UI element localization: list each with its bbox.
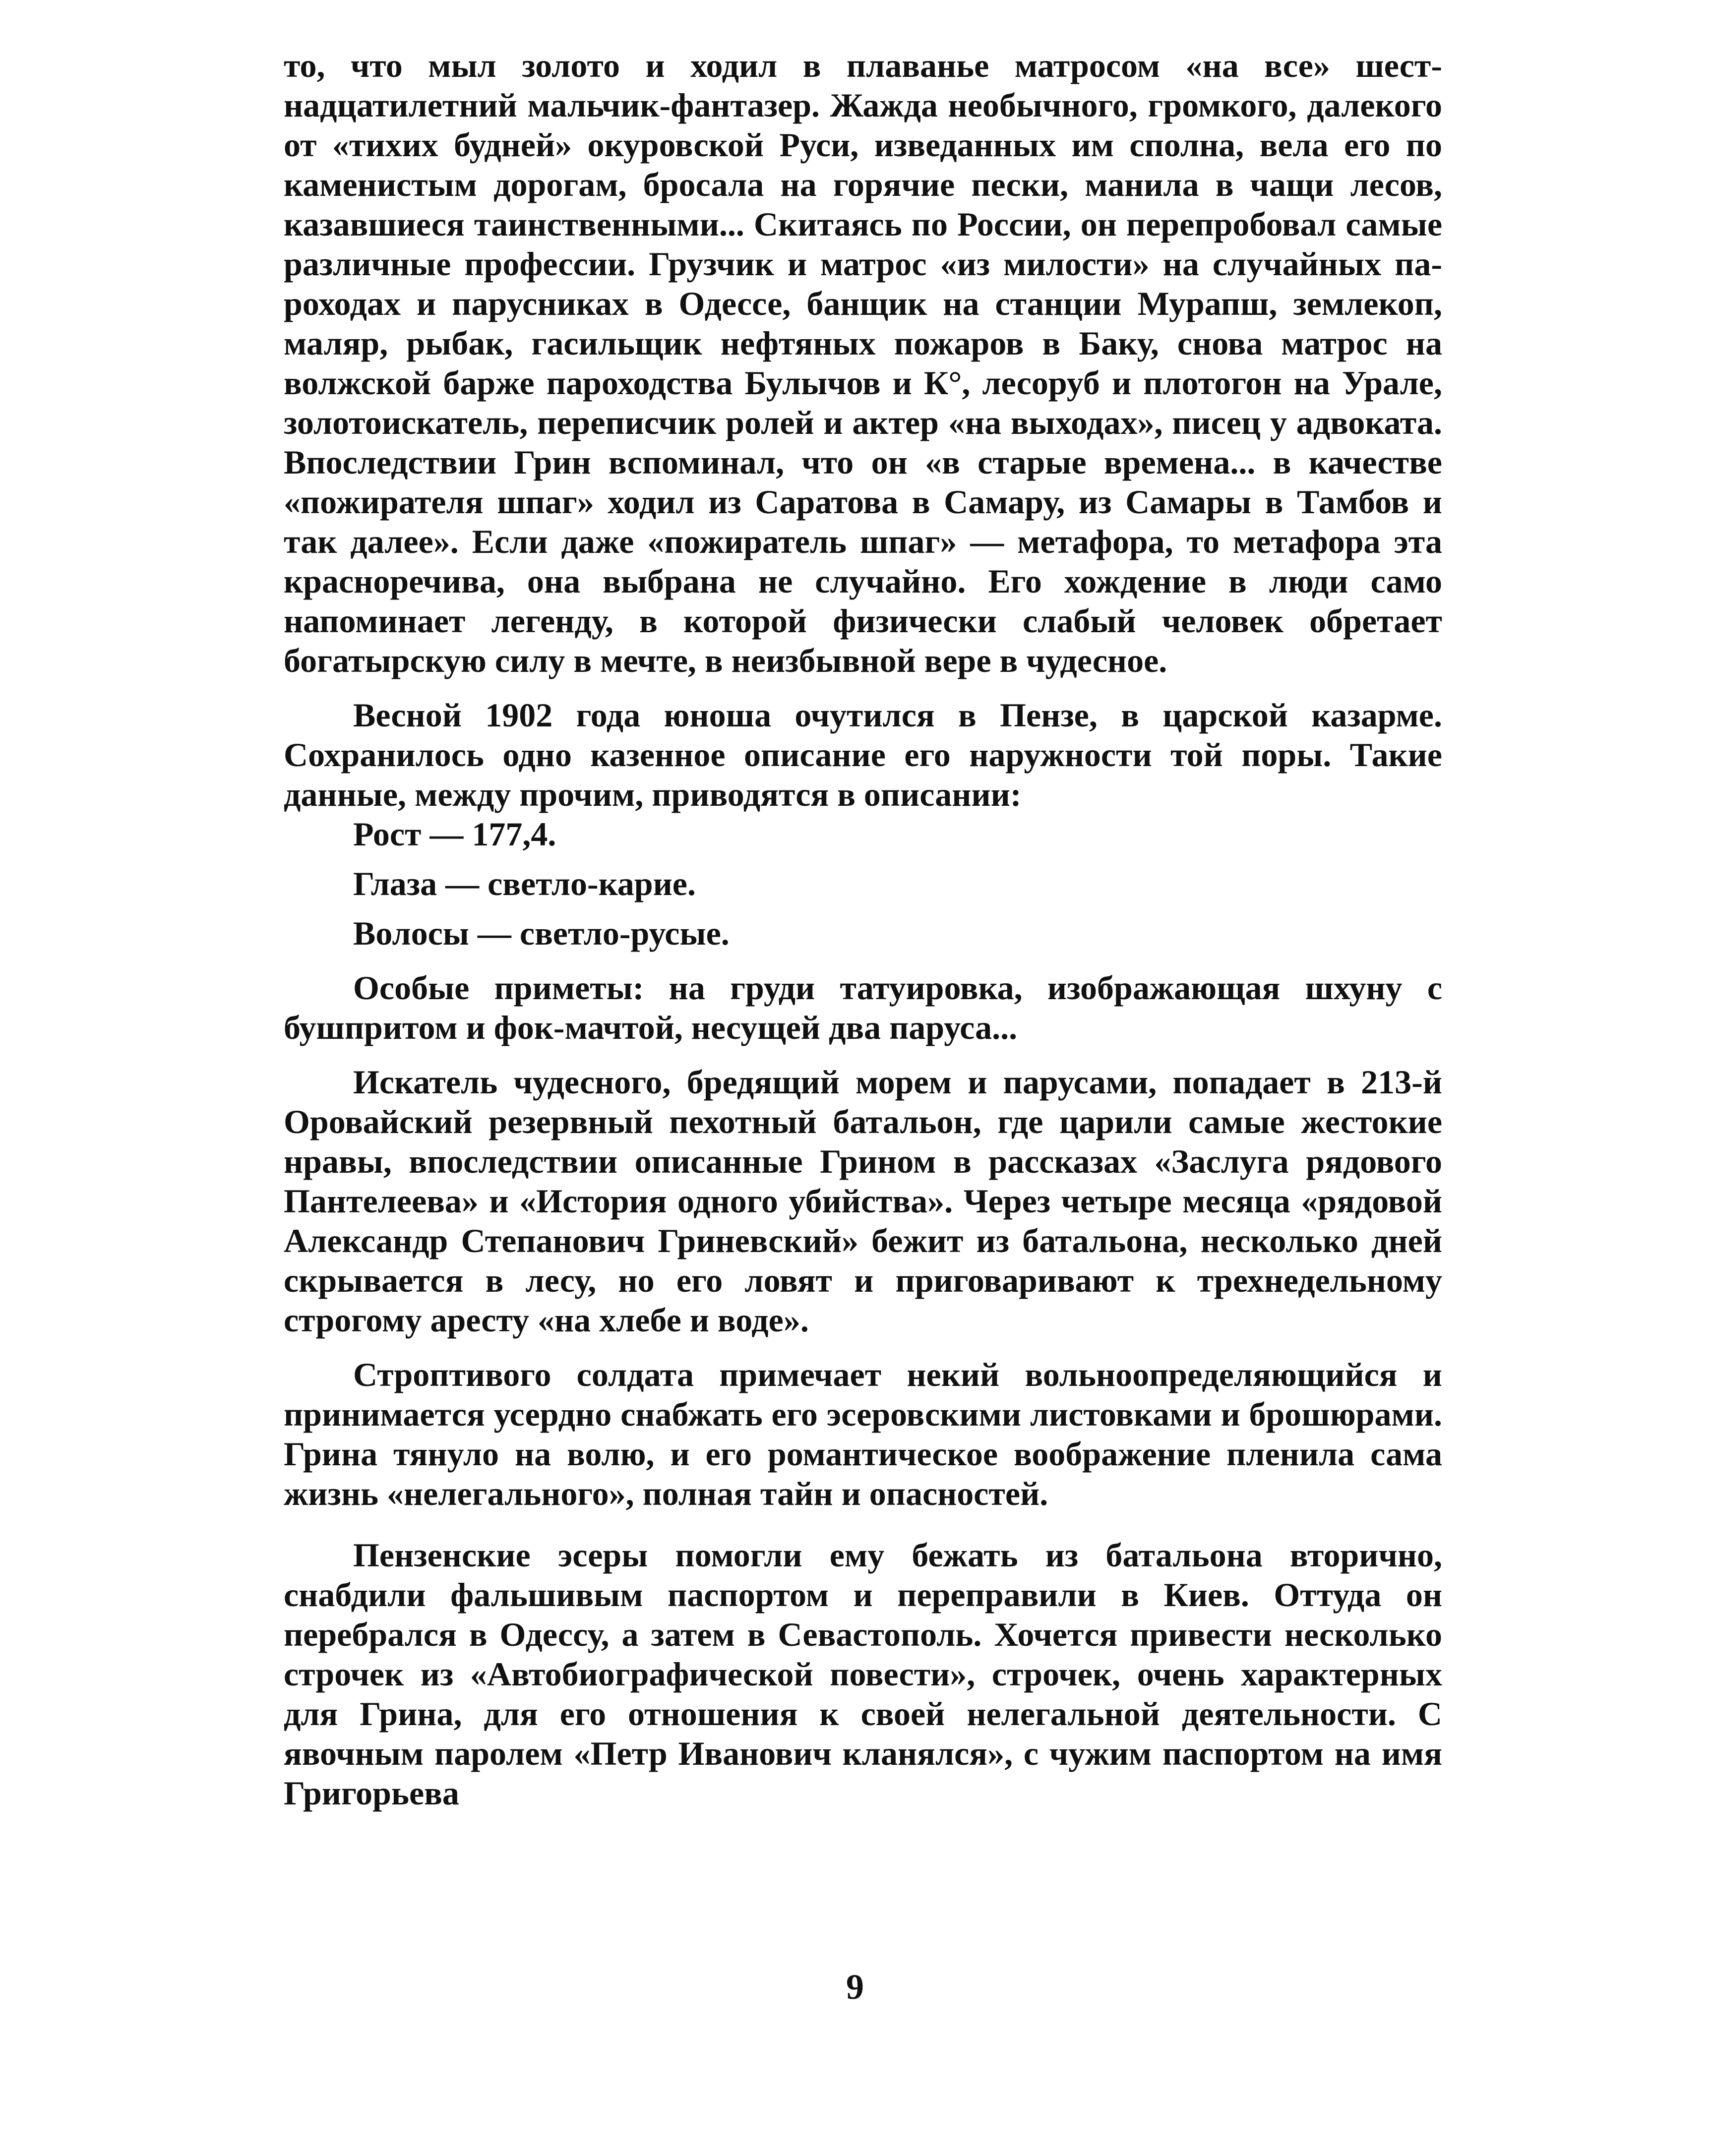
paragraph-special-marks: Особые приметы: на груди татуировка, изображающая шхуну с бушпритом и фок-мачтой, несущей два паруса... <box>284 969 1442 1046</box>
page-text <box>284 46 1442 1813</box>
paragraph-continuation: то, что мыл золото и ходил в плаванье матросом «на все» шестнадцатилетний мальчик-фантазер. Жажда необычного, громкого, далекого от «тихих будней» окуровской Руси, изведанных им сполна, вела его по каменистым дорогам, бросала на горячие пески, манила в чащи лесов, казавшиеся таинственными... Скитаясь по России, он перепробовал самые различные профессии. Грузчик и матрос «из милости» на случайных пароходах и парусниках в Одессе, банщик на станции Мурапш, землекоп, маляр, рыбак, гасильщик нефтяных пожаров в Баку, снова матрос на волжской барже пароходства Булычов и К°, лесоруб и плотогон на Урале, золотоискатель, переписчик ролей и актер «на выходах», писец у адвоката. Впоследствии Грин вспоминал, что он «в старые времена... в качестве «пожирателя шпаг» ходил из Саратова в Самару, из Самары в Тамбов и так далее». Если даже «пожиратель шпаг» — метафора, то метафора эта красноречива, она выбрана не случайно. Его хождение в люди само напоминает легенду, в которой физически слабый человек обретает богатырскую силу в мечте, в неизбывной вере в чудесное. <box>284 47 1442 679</box>
description-height: Рост — 177,4. <box>353 815 556 853</box>
description-hair: Волосы — светло-русые. <box>353 914 730 952</box>
description-eyes: Глаза — светло-карие. <box>353 865 696 902</box>
paragraph-volunteer: Строптивого солдата примечает некий вольноопределяющийся и принимается усердно снабжать его эсеровскими листовками и брошюрами. Грина тянуло на волю, и его романтическое воображение пленила сама жизнь «нелегального», полная тайн и опасностей. <box>284 1356 1442 1512</box>
paragraph-escape: Пензенские эсеры помогли ему бежать из батальона вторично, снабдили фальшивым паспортом и переправили в Киев. Оттуда он перебрался в Одессу, а затем в Севастополь. Хочется привести несколько строчек из «Автобиографической повести», строчек, очень характерных для Грина, для его отношения к своей нелегальной деятельности. С явочным паролем «Петр Иванович кланялся», с чужим паспортом на имя Григорьева <box>284 1536 1442 1812</box>
paragraph-penza: Весной 1902 года юноша очутился в Пензе, в царской казарме. Сохранилось одно казенное описание его наружности той поры. Такие данные, между прочим, приводятся в описании: <box>284 696 1442 813</box>
paragraph-battalion: Искатель чудесного, бредящий морем и парусами, попадает в 213-й Оровайский резервный пехотный батальон, где царили самые жестокие нравы, впоследствии описанные Грином в рассказах «Заслуга рядового Пантелеева» и «История одного убийства». Через четыре месяца «рядовой Александр Степанович Гриневский» бежит из батальона, несколько дней скрывается в лесу, но его ловят и приговаривают к трехнедельному строгому аресту «на хлебе и воде». <box>284 1063 1442 1339</box>
page-number: 9 <box>846 1967 864 2007</box>
